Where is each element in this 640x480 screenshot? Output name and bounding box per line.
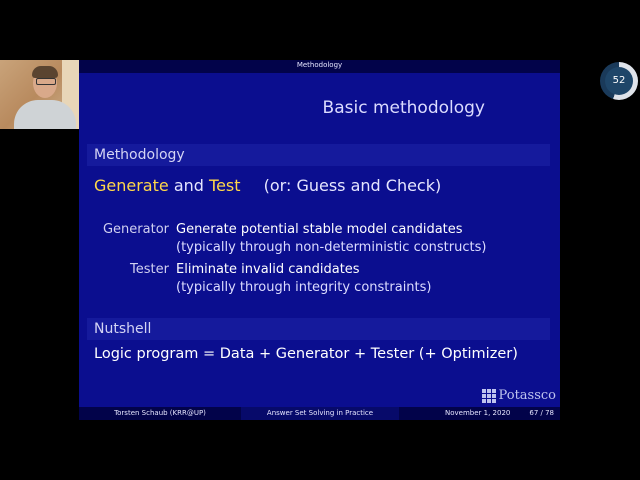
footer-date: November 1, 2020 <box>445 409 511 417</box>
generator-term: Generator <box>102 222 169 237</box>
footer-talk-title: Answer Set Solving in Practice <box>241 407 399 420</box>
potassco-logo <box>482 388 556 403</box>
nutshell-formula: Logic program = Data + Generator + Tester (+ Optimizer) <box>94 346 518 362</box>
footer-author: Torsten Schaub (KRR@UP) <box>79 407 241 420</box>
progress-badge <box>600 62 638 100</box>
headline-and: and <box>173 176 204 195</box>
tester-term: Tester <box>130 262 169 277</box>
webcam-person-body <box>14 100 76 129</box>
generator-line-2: (typically through non-deterministic constructs) <box>176 240 487 255</box>
section-bar <box>79 60 560 73</box>
webcam-person-hair <box>32 66 58 78</box>
slide-title: Basic methodology <box>322 98 485 118</box>
tester-line-2: (typically through integrity constraints) <box>176 280 432 295</box>
generator-line-1: Generate potential stable model candidates <box>176 222 463 237</box>
footer-page-number: 67 / 78 <box>529 409 554 417</box>
slide-footer <box>79 407 560 420</box>
badge-number: 52 <box>605 67 633 95</box>
block-header-nutshell <box>87 318 550 340</box>
headline-alternative: (or: Guess and Check) <box>263 176 442 195</box>
footer-date-page <box>399 407 560 420</box>
headline <box>94 176 441 195</box>
webcam-person-glasses <box>36 78 56 85</box>
block-title: Nutshell <box>94 321 152 337</box>
generator-description <box>176 221 486 257</box>
block-title: Methodology <box>94 147 185 163</box>
potassco-grid-icon <box>482 389 496 403</box>
tester-description <box>176 261 432 297</box>
tester-line-1: Eliminate invalid candidates <box>176 262 360 277</box>
presentation-slide <box>79 60 560 420</box>
block-header-methodology <box>87 144 550 166</box>
headline-test: Test <box>209 176 241 195</box>
logo-text: Potassco <box>498 388 556 403</box>
headline-generate: Generate <box>94 176 169 195</box>
section-title: Methodology <box>296 61 343 69</box>
